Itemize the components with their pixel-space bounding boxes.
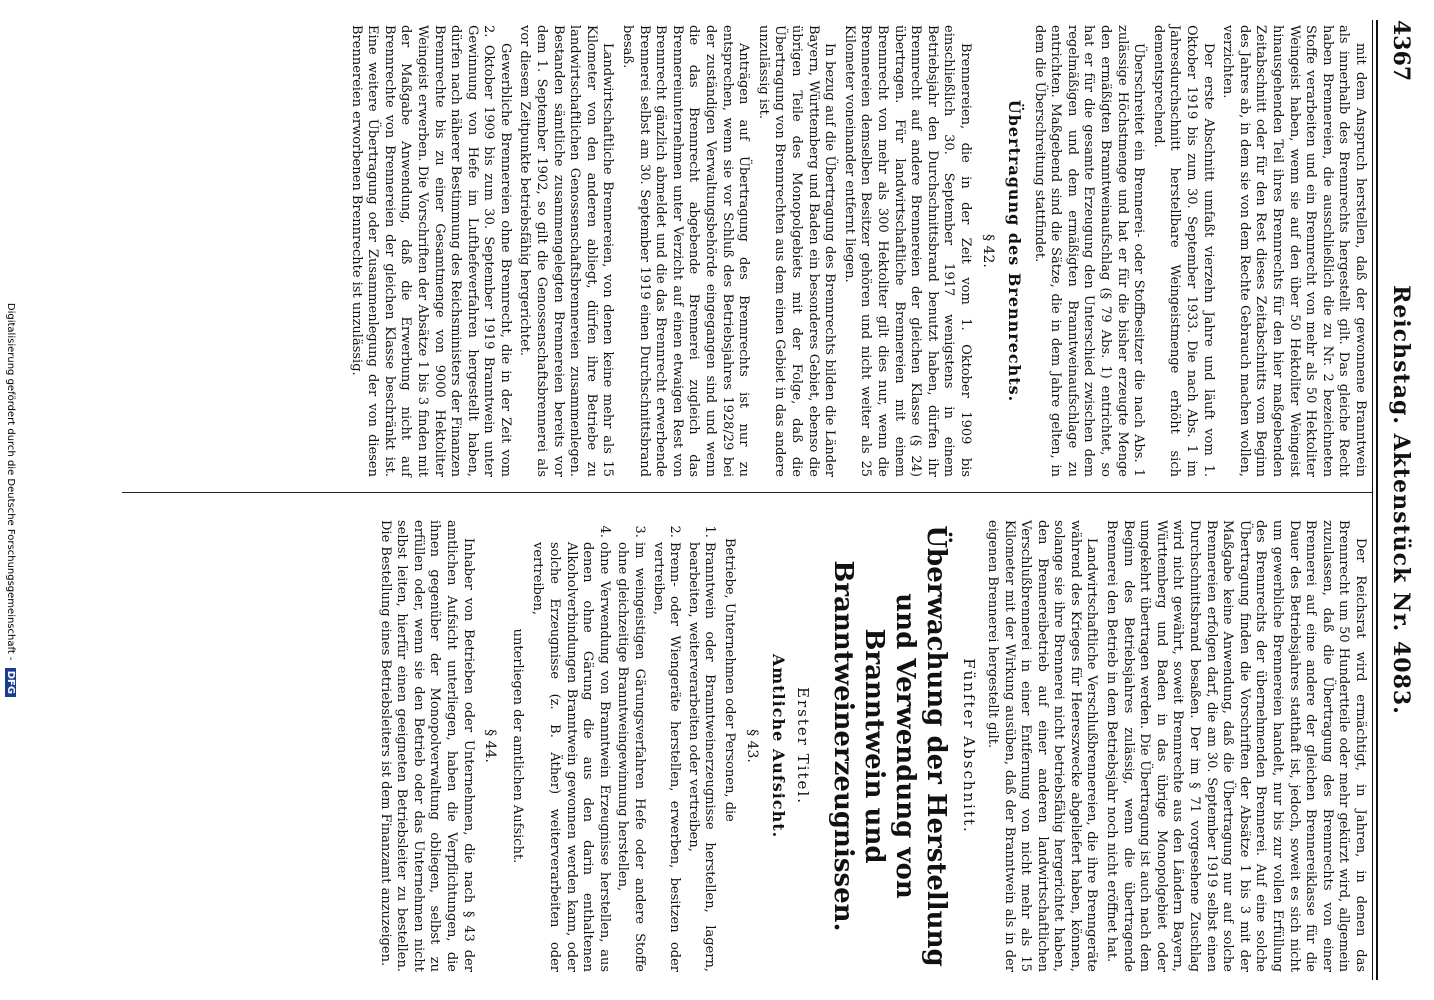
title-name: Amtliche Aufsicht. bbox=[769, 653, 789, 839]
column-divider bbox=[122, 492, 1372, 493]
paragraph: Landwirtschaftliche Brennereien, von denen keine mehr als 15 Kilometer von den anderen abliegt, dürfen ihre Betriebe zu landwirtschaftlichen Genossenschaftsbrennereien zusammenlegen. Bestanden sämtliche zusammengelegten Brennereien bereits vor dem 1. September 1902, so gilt die Genossenschaftsbrennerei als vor diesem Zeitpunkte betriebsfähig hergerichtet. bbox=[517, 25, 616, 477]
paragraph: Brennereien, die in der Zeit vom 1. Oktober 1909 bis einschließlich 30. September 1917 wenigstens in einem Betriebsjahr den Durchschnittsbrand benutzt haben, dürfen ihr Brennrecht auf andere Brennereien der gleichen Klasse (§ 24) übertragen. Für landwirtschaftliche Brennereien mit einem Brennrecht von mehr als 300 Hektoliter gilt dies nur, wenn die Brennereien demselben Besitzer gehören und nicht weiter als 25 Kilometer voneinander entfernt liegen. bbox=[841, 25, 973, 477]
section-number: Fünfter Abschnitt. bbox=[960, 658, 979, 834]
title-number: Erster Titel. bbox=[793, 687, 812, 805]
right-column bbox=[373, 520, 1368, 972]
list-item: 2. Brenn- oder Wiengeräte herstellen, erwerben, besitzen oder vertreiben, bbox=[649, 542, 682, 972]
list-item: 3. im weingeistigen Gärungsverfahren Hefe oder andere Stoffe ohne gleichzeitige Branntweingewinnung herstellen, bbox=[614, 542, 647, 972]
paragraph: Landwirtschaftliche Verschlußbrennereien, die ihre Brenngeräte während des Krieges für Heereszwecke abgeliefert haben, können, solange sie ihre Brennerei nicht betriebsfähig hergerichtet haben, den Brennereibetrieb auf einer anderen landwirtschaftlichen Verschlußbrennerei in einer Entfernung von nicht mehr als 15 Kilometer mit der Wirkung ausüben, daß der Branntwein als in der eigenen Brennerei hergestellt gilt. bbox=[984, 520, 1100, 972]
enumerated-list bbox=[529, 520, 718, 972]
page-number: 4367 bbox=[1388, 20, 1414, 82]
paragraph: mit dem Anspruch herstellen, daß der gewonnene Branntwein als innerhalb des Brennrechts hergestellt gilt. Das gleiche Recht haben Brennereien, die ausschließlich die zu Nr. 2 bezeichneten Stoffe verarbeiten und ein Brennrecht von mehr als 50 Hektoliter Weingeist haben, wenn sie auf den über 50 Hektoliter Weingeist hinausgehenden Teil ihres Brennrechts für den hier maßgebenden Zeitabschnitt oder für den Rest dieses Zeitabschnitts vom Beginn des Jahres ab, in dem sie von dem Rechte Gebrauch machen wollen, verzichten. bbox=[1220, 25, 1368, 477]
dfg-logo: DFG bbox=[5, 668, 16, 697]
digitization-credit bbox=[0, 0, 16, 1000]
paragraph: Betriebe, Unternehmen oder Personen, die bbox=[721, 538, 737, 822]
header-rule bbox=[1372, 20, 1378, 980]
list-item: 1. Branntwein oder Branntweinerzeugnisse herstellen, lagern, bearbeiten, weiterverarbeiten oder vertreiben, bbox=[684, 542, 717, 972]
list-item: 4. ohne Verwendung von Branntwein Erzeugnisse herstellen, aus denen ohne Gärung die aus den darin enthaltenen Alkoholverbindungen Branntwein gewonnen werden kann, oder solche Erzeugnisse (z. B. Äther) weiterverarbeiten oder vertreiben, bbox=[529, 542, 612, 972]
paragraph-mark: § 42. bbox=[979, 234, 996, 268]
paragraph: Gewerbliche Brennereien ohne Brennrecht, die in der Zeit vom 2. Oktober 1909 bis zum 30. September 1919 Branntwein unter Gewinnung von Hefe im Lufthefeverfahren hergestellt haben, dürfen nach näherer Bestimmung des Reichsministers der Finanzen Brennrechte bis zu einer Gesamtmenge von 9000 Hektoliter Weingeist erwerben. Die Vorschriften der Absätze 1 bis 3 finden mit der Maßgabe Anwendung, daß die Erwerbung nicht auf Brennrechte von Brennereien der gleichen Klasse beschränkt ist. Eine weitere Übertragung oder Zusammenlegung der von diesen Brennereien erworbenen Brennrechte ist unzulässig. bbox=[348, 25, 513, 477]
paragraph-mark: § 43. bbox=[743, 729, 760, 763]
paragraph: unterliegen der amtlichen Aufsicht. bbox=[509, 628, 525, 864]
paragraph: Überschreitet ein Brennerei- oder Stoffbesitzer die nach Abs. 1 zulässige Höchstmenge und hat er für die bisher erzeugte Menge den ermäßigten Branntweinaufschlag (§ 79 Abs. 1) entrichtet, so hat er für die gesamte Erzeugung den Unterschied zwischen dem regelmäßigen und dem ermäßigten Branntweinaufschlage zu entrichten. Maßgebend sind die Sätze, die in dem Jahre gelten, in dem die Überschreitung stattfindet. bbox=[1031, 25, 1147, 477]
paragraph: Anträgen auf Übertragung des Brennrechts ist nur zu entsprechen, wenn sie vor Schluß des Betriebsjahres 1928/29 bei der zuständigen Verwaltungsbehörde eingegangen sind und wenn die das Brennrecht abgebende Brennerei zugleich das Brennereiunternehmen unter Verzicht auf einen etwaigen Rest von Brennrecht gänzlich abmeldet und die das Brennrecht erwerbende Brennerei selbst am 30. September 1919 einen Durchschnittsbrand besaß. bbox=[620, 25, 752, 477]
paragraph: Inhaber von Betrieben oder Unternehmen, die nach § 43 der amtlichen Aufsicht unterliegen, haben die Verpflichtungen, die ihnen gegenüber der Monopolverwaltung obliegen, selbst zu erfüllen oder, wenn sie den Betrieb oder das Unternehmen nicht selbst leiten, hierfür einen geeigneten Betriebsleiter zu bestellen. Die Bestellung eines Betriebsleiters ist dem Finanzamt anzuzeigen. bbox=[377, 520, 476, 972]
section-title: Überwachung der Herstellung und Verwendung von Branntwein und Branntweinerzeugnissen. bbox=[827, 525, 951, 967]
page-title: Reichstag. Aktenstück Nr. 4083. bbox=[1388, 285, 1414, 715]
paragraph-mark: § 44. bbox=[482, 729, 499, 763]
credit-text: Digitalisierung gefördert durch die Deutsche Forschungsgemeinschaft - bbox=[5, 302, 16, 661]
left-column bbox=[344, 25, 1368, 477]
section-heading: Übertragung des Brennrechts. bbox=[1005, 99, 1025, 403]
paragraph: In bezug auf die Übertragung des Brennrechts bilden die Länder Bayern, Württemberg und Baden ein besonderes Gebiet, ebenso die übrigen Teile des Monopolgebiets mit der Folge, daß die Übertragung von Brennrechten aus dem einen Gebiet in das andere unzulässig ist. bbox=[755, 25, 838, 477]
paragraph: Der erste Abschnitt umfaßt vierzehn Jahre und läuft vom 1. Oktober 1919 bis zum 30. September 1933. Die nach Abs. 1 im Jahresdurchschnitt herstellbare Weingeistmenge erhöht sich dementsprechend. bbox=[1150, 25, 1216, 477]
paragraph: Der Reichsrat wird ermächtigt, in Jahren, in denen das Brennrecht um 50 Hundertteile oder mehr gekürzt wird, allgemein zuzulassen, daß die Übertragung des Brennrechts von einer Brennerei auf eine andere der gleichen Brennereiklasse für die Dauer des Betriebsjahres statthaft ist, jedoch, soweit es sich nicht um gewerbliche Brennereien handelt, nur bis zur vollen Erfüllung des Brennrechts der übernehmenden Brennerei. Auf eine solche Übertragung finden die Vorschriften der Absätze 1 bis 3 mit der Maßgabe keine Anwendung, daß die Übertragung nur auf solche Brennereien erfolgen darf, die am 30. September 1919 selbst einen Durchschnittsbrand besaßen. Der im § 71 vorgesehene Zuschlag wird nicht gewährt, soweit Brennrechte aus den Ländern Bayern, Württemberg und Baden in das übrige Monopolgebiet oder umgekehrt übertragen werden. Die Übertragung ist auch nach dem Beginn des Betriebsjahres zulässig, wenn die übertragende Brennerei den Betrieb in dem Betriebsjahr noch nicht eröffnet hat. bbox=[1104, 520, 1368, 972]
